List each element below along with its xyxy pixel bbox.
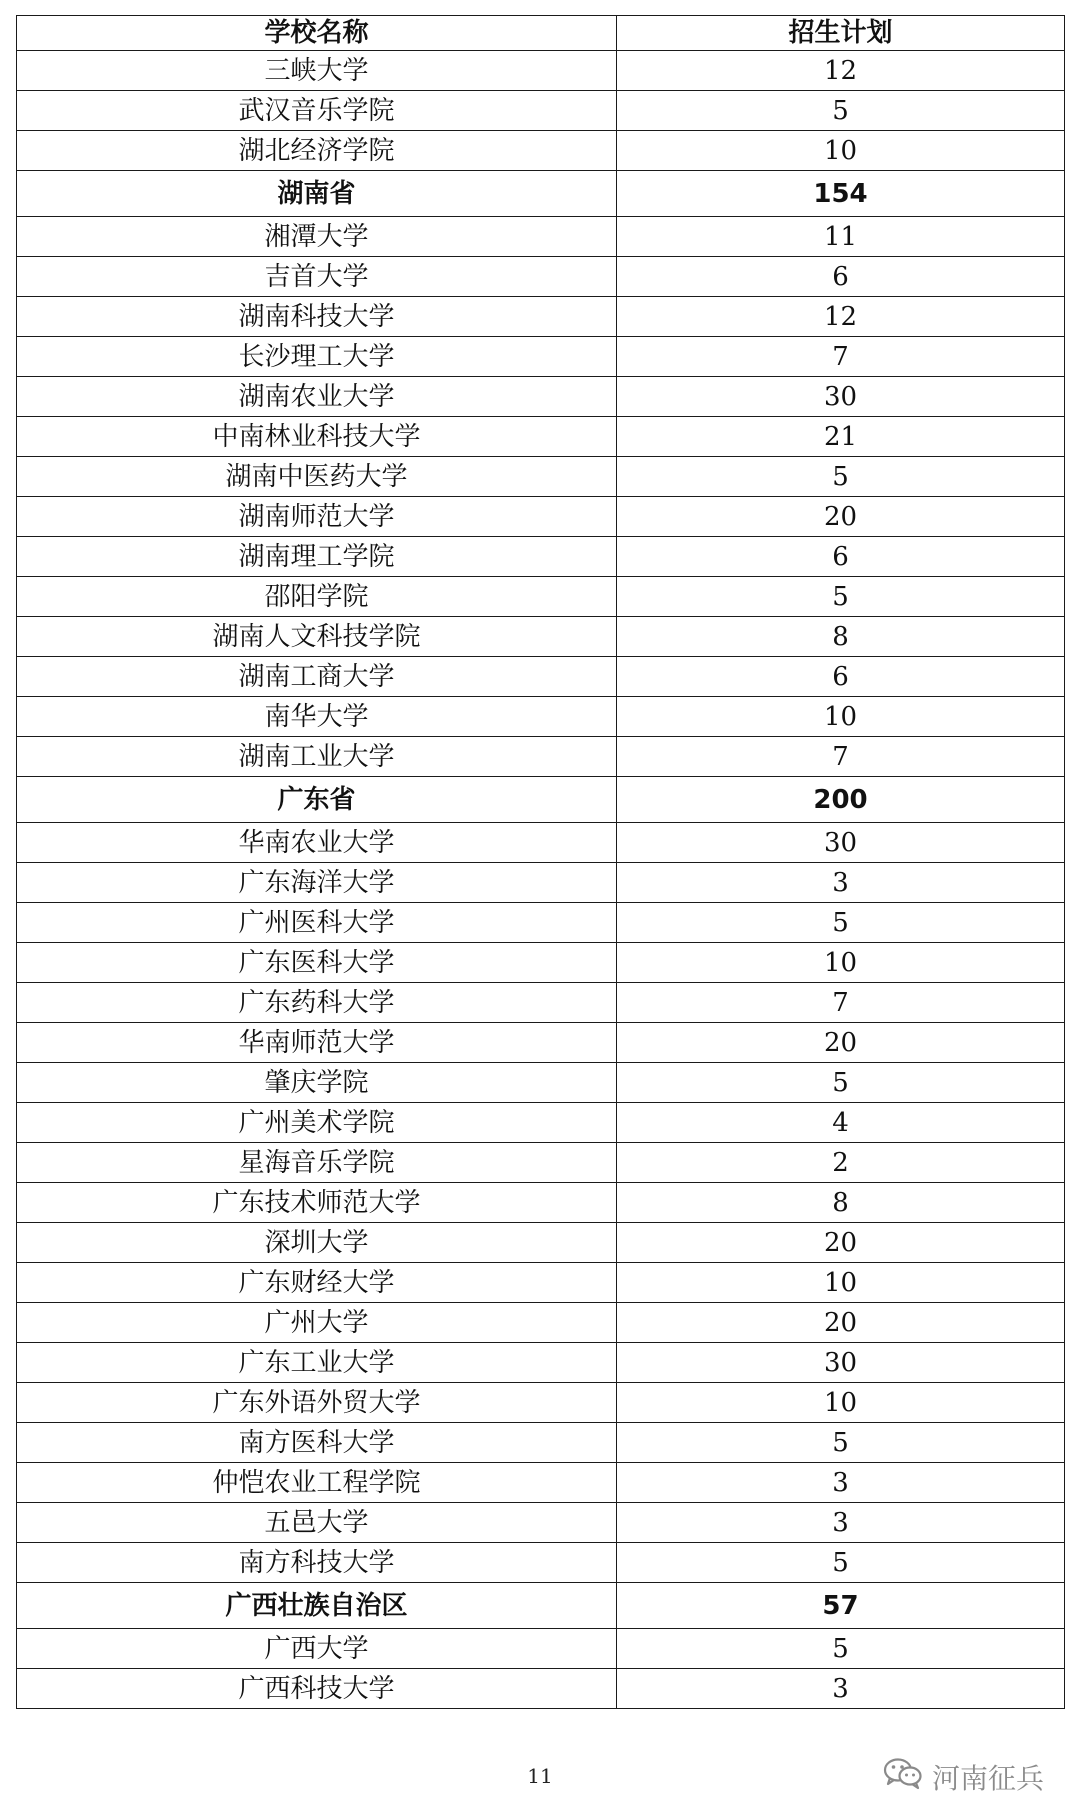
table-row — [17, 823, 1065, 863]
table-row — [17, 1463, 1065, 1503]
enrollment-plan: 5 — [617, 1063, 1065, 1103]
enrollment-plan: 20 — [617, 1303, 1065, 1343]
enrollment-plan: 7 — [617, 737, 1065, 777]
table-row — [17, 377, 1065, 417]
enrollment-plan: 5 — [617, 577, 1065, 617]
school-name: 广东外语外贸大学 — [17, 1383, 617, 1423]
table-row — [17, 657, 1065, 697]
table-row — [17, 1543, 1065, 1583]
table-row — [17, 1669, 1065, 1709]
enrollment-plan: 21 — [617, 417, 1065, 457]
table-row — [17, 1183, 1065, 1223]
school-name: 五邑大学 — [17, 1503, 617, 1543]
enrollment-plan: 5 — [617, 91, 1065, 131]
enrollment-plan: 8 — [617, 1183, 1065, 1223]
school-name: 南方科技大学 — [17, 1543, 617, 1583]
table-row — [17, 497, 1065, 537]
enrollment-plan: 12 — [617, 51, 1065, 91]
table-row — [17, 297, 1065, 337]
table-row — [17, 1503, 1065, 1543]
enrollment-plan: 10 — [617, 131, 1065, 171]
header-school-name: 学校名称 — [17, 16, 617, 51]
table-header-row — [17, 16, 1065, 51]
enrollment-plan: 30 — [617, 377, 1065, 417]
enrollment-plan: 4 — [617, 1103, 1065, 1143]
table-row — [17, 337, 1065, 377]
school-name: 广东财经大学 — [17, 1263, 617, 1303]
enrollment-plan: 5 — [617, 1423, 1065, 1463]
school-name: 三峡大学 — [17, 51, 617, 91]
enrollment-plan: 5 — [617, 1543, 1065, 1583]
enrollment-plan: 3 — [617, 1463, 1065, 1503]
enrollment-plan: 7 — [617, 337, 1065, 377]
enrollment-plan: 10 — [617, 1263, 1065, 1303]
enrollment-plan: 30 — [617, 823, 1065, 863]
enrollment-plan: 3 — [617, 1669, 1065, 1709]
enrollment-plan: 10 — [617, 1383, 1065, 1423]
school-name: 广西科技大学 — [17, 1669, 617, 1709]
table-row — [17, 537, 1065, 577]
table-row — [17, 903, 1065, 943]
school-name: 吉首大学 — [17, 257, 617, 297]
school-name: 广东工业大学 — [17, 1343, 617, 1383]
enrollment-plan: 3 — [617, 863, 1065, 903]
enrollment-plan: 20 — [617, 497, 1065, 537]
school-name: 湖南中医药大学 — [17, 457, 617, 497]
table-body — [17, 51, 1065, 1709]
school-name: 广州美术学院 — [17, 1103, 617, 1143]
enrollment-plan: 8 — [617, 617, 1065, 657]
table-row — [17, 1143, 1065, 1183]
school-name: 广西大学 — [17, 1629, 617, 1669]
province-row — [17, 777, 1065, 823]
province-name: 湖南省 — [17, 171, 617, 217]
province-total: 200 — [617, 777, 1065, 823]
school-name: 湖南人文科技学院 — [17, 617, 617, 657]
enrollment-plan: 20 — [617, 1223, 1065, 1263]
school-name: 湖南工业大学 — [17, 737, 617, 777]
table-row — [17, 417, 1065, 457]
wechat-icon — [882, 1756, 924, 1797]
school-name: 肇庆学院 — [17, 1063, 617, 1103]
enrollment-plan: 20 — [617, 1023, 1065, 1063]
enrollment-plan: 10 — [617, 943, 1065, 983]
school-name: 邵阳学院 — [17, 577, 617, 617]
watermark-text: 河南征兵 — [931, 1761, 1044, 1795]
school-name: 湖南师范大学 — [17, 497, 617, 537]
enrollment-plan: 5 — [617, 1629, 1065, 1669]
table-row — [17, 257, 1065, 297]
province-row — [17, 171, 1065, 217]
table-row — [17, 217, 1065, 257]
school-name: 湖南科技大学 — [17, 297, 617, 337]
table-row — [17, 697, 1065, 737]
school-name: 华南农业大学 — [17, 823, 617, 863]
enrollment-plan: 2 — [617, 1143, 1065, 1183]
school-name: 湖南农业大学 — [17, 377, 617, 417]
table-row — [17, 51, 1065, 91]
enrollment-plan: 3 — [617, 1503, 1065, 1543]
school-name: 广州医科大学 — [17, 903, 617, 943]
table-row — [17, 91, 1065, 131]
school-name: 广东药科大学 — [17, 983, 617, 1023]
table-row — [17, 617, 1065, 657]
table-row — [17, 1629, 1065, 1669]
header-enrollment-plan: 招生计划 — [617, 16, 1065, 51]
table-row — [17, 737, 1065, 777]
school-name: 湖南理工学院 — [17, 537, 617, 577]
school-name: 南华大学 — [17, 697, 617, 737]
table-row — [17, 1303, 1065, 1343]
table-row — [17, 1343, 1065, 1383]
table-row — [17, 131, 1065, 171]
enrollment-plan: 30 — [617, 1343, 1065, 1383]
table-row — [17, 1383, 1065, 1423]
table-row — [17, 943, 1065, 983]
school-name: 长沙理工大学 — [17, 337, 617, 377]
enrollment-plan: 12 — [617, 297, 1065, 337]
school-name: 广东技术师范大学 — [17, 1183, 617, 1223]
table-row — [17, 1263, 1065, 1303]
school-name: 星海音乐学院 — [17, 1143, 617, 1183]
enrollment-plan: 5 — [617, 457, 1065, 497]
province-total: 154 — [617, 171, 1065, 217]
enrollment-plan: 6 — [617, 257, 1065, 297]
school-name: 仲恺农业工程学院 — [17, 1463, 617, 1503]
province-total: 57 — [617, 1583, 1065, 1629]
table-row — [17, 863, 1065, 903]
school-name: 湖北经济学院 — [17, 131, 617, 171]
province-name: 广西壮族自治区 — [17, 1583, 617, 1629]
table-row — [17, 577, 1065, 617]
page-number: 11 — [527, 1764, 553, 1788]
province-name: 广东省 — [17, 777, 617, 823]
table-row — [17, 983, 1065, 1023]
table-row — [17, 1063, 1065, 1103]
enrollment-plan: 7 — [617, 983, 1065, 1023]
school-name: 深圳大学 — [17, 1223, 617, 1263]
watermark — [882, 1756, 1044, 1797]
table-row — [17, 1223, 1065, 1263]
school-name: 湖南工商大学 — [17, 657, 617, 697]
school-name: 中南林业科技大学 — [17, 417, 617, 457]
school-name: 广东医科大学 — [17, 943, 617, 983]
school-name: 广州大学 — [17, 1303, 617, 1343]
enrollment-plan: 6 — [617, 657, 1065, 697]
school-name: 武汉音乐学院 — [17, 91, 617, 131]
school-name: 广东海洋大学 — [17, 863, 617, 903]
enrollment-plan: 5 — [617, 903, 1065, 943]
school-name: 湘潭大学 — [17, 217, 617, 257]
table-row — [17, 1023, 1065, 1063]
recruitment-plan-table — [16, 15, 1065, 1709]
table-row — [17, 1423, 1065, 1463]
enrollment-plan: 11 — [617, 217, 1065, 257]
table-row — [17, 1103, 1065, 1143]
table-row — [17, 457, 1065, 497]
enrollment-plan: 10 — [617, 697, 1065, 737]
province-row — [17, 1583, 1065, 1629]
school-name: 南方医科大学 — [17, 1423, 617, 1463]
school-name: 华南师范大学 — [17, 1023, 617, 1063]
enrollment-plan: 6 — [617, 537, 1065, 577]
